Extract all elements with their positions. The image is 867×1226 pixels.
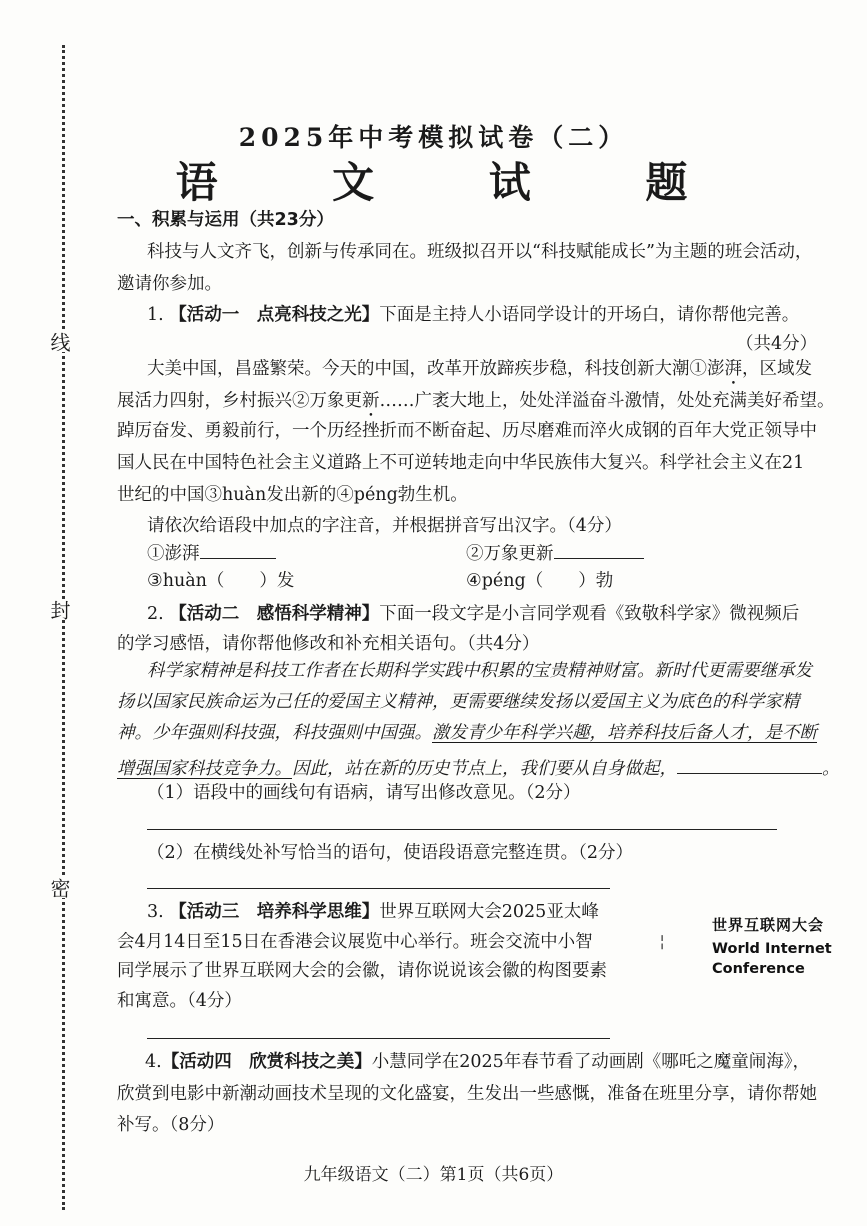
q1-tag: 【活动一 点亮科技之光】	[169, 305, 380, 325]
q1-answer-2-blank[interactable]	[554, 541, 644, 559]
q2-passage-line-4	[117, 756, 840, 779]
q1-answer-3[interactable]: ③huàn（ ）发	[147, 571, 295, 591]
q4-prompt: 小慧同学在2025年春节看了动画剧《哪吒之魔童闹海》，	[371, 1052, 810, 1072]
intro-line-2: 邀请你参加。	[117, 274, 222, 294]
q1-p1-b: ，区域发	[742, 359, 812, 379]
logo-en-line-2: Conference	[712, 961, 805, 977]
q2-subquestion-2: （2）在横线处补写恰当的语句，使语段语意完整连贯。（2分）	[147, 843, 634, 863]
q4-line-2: 欣赏到电影中新潮动画技术呈现的文化盛宴，生发出一些感慨，准备在班里分享，请你帮她	[117, 1084, 817, 1104]
q3-line-3: 同学展示了世界互联网大会的会徽，请你说说该会徽的构图要素	[117, 961, 607, 981]
q3-answer-line[interactable]	[147, 1038, 610, 1039]
q2-header	[147, 606, 799, 624]
binding-char-top: 线	[46, 332, 74, 352]
q2-prompt: 下面一段文字是小言同学观看《致敬科学家》微视频后	[379, 604, 800, 624]
q2-underlined-sentence-b: 增强国家科技竞争力。	[117, 759, 292, 779]
q2-passage-line-2: 扬以国家民族命运为己任的爱国主义精神，更需要继续发扬以爱国主义为底色的科学家精	[117, 692, 800, 712]
q2-subquestion-1: （1）语段中的画线句有语病，请写出修改意见。（2分）	[147, 783, 581, 803]
q2-passage-line-3	[117, 725, 817, 743]
q1-answer-4[interactable]: ④péng（ ）勃	[466, 571, 614, 591]
q2-number: 2.	[147, 604, 164, 624]
section-heading: 一、积累与运用（共23分）	[117, 210, 334, 230]
q4-number: 4.	[145, 1052, 162, 1072]
q2-answer-line-2[interactable]	[147, 888, 610, 889]
q2-answer-line-1[interactable]	[147, 829, 777, 830]
q3-number: 3.	[147, 902, 164, 922]
exam-title: 语 文 试 题	[175, 158, 738, 207]
exam-subtitle: 2025年中考模拟试卷（二）	[238, 123, 629, 152]
q1-p2-b: ……广袤大地上，处处洋溢奋斗激情，处处充满美好希望。	[379, 391, 835, 411]
logo-en-line-1: World Internet	[712, 941, 832, 957]
q3-tag: 【活动三 培养科学思维】	[169, 902, 380, 922]
logo-mark-icon: ╎	[658, 935, 667, 951]
q2-p4-b: 因此，站在新的历史节点上，我们要从自身做起，	[292, 759, 677, 779]
q2-passage-line-1: 科学家精神是科技工作者在长期科学实践中积累的宝贵精神财富。新时代更需要继承发	[147, 661, 812, 681]
q3-prompt: 世界互联网大会2025亚太峰	[379, 902, 599, 922]
q1-passage-line-4: 国人民在中国特色社会主义道路上不可逆转地走向中华民族伟大复兴。科学社会主义在21	[117, 453, 805, 473]
binding-char-bottom: 密	[46, 878, 74, 898]
q1-passage-line-1	[147, 359, 812, 389]
q4-header	[145, 1054, 810, 1072]
q1-answer-1-blank[interactable]	[200, 541, 276, 559]
q4-line-3: 补写。（8分）	[117, 1115, 225, 1135]
q2-tag: 【活动二 感悟科学精神】	[169, 604, 380, 624]
logo-cn-text: 世界互联网大会	[712, 916, 825, 934]
q2-prompt-line-2: 的学习感悟，请你帮他修改和补充相关语句。（共4分）	[117, 634, 540, 654]
q3-header	[147, 904, 599, 922]
q1-number: 1.	[147, 305, 164, 325]
q3-line-4: 和寓意。（4分）	[117, 991, 242, 1011]
q1-passage-line-5: 世纪的中国③huàn发出新的④péng勃生机。	[117, 485, 468, 505]
q1-answer-1-label: ①澎湃	[147, 544, 200, 564]
q1-answer-1	[147, 541, 276, 564]
q2-p4-end: 。	[822, 759, 840, 779]
q1-dotted-char-1: 湃	[724, 359, 742, 379]
q1-passage-line-2	[117, 391, 835, 421]
binding-char-middle: 封	[46, 600, 74, 620]
q1-instruction: 请依次给语段中加点的字注音，并根据拼音写出汉字。（4分）	[147, 516, 622, 536]
q2-fill-blank[interactable]	[677, 756, 822, 774]
q1-p2-a: 展活力四射，乡村振兴②万象更	[117, 391, 362, 411]
q1-answer-2	[466, 541, 644, 564]
intro-line-1: 科技与人文齐飞，创新与传承同在。班级拟召开以“科技赋能成长”为主题的班会活动，	[147, 242, 813, 262]
q1-header	[147, 307, 799, 325]
q1-p1-a: 大美中国，昌盛繁荣。今天的中国，改革开放蹄疾步稳，科技创新大潮①澎	[147, 359, 725, 379]
q1-answer-2-label: ②万象更新	[466, 544, 554, 564]
q2-p3-a: 神。少年强则科技强，科技强则中国强。	[117, 723, 432, 743]
q1-points: （共4分）	[736, 334, 818, 354]
q3-line-2: 会4月14日至15日在香港会议展览中心举行。班会交流中小智	[117, 932, 593, 952]
q1-passage-line-3: 踔厉奋发、勇毅前行，一个历经挫折而不断奋起、历尽磨难而淬火成钢的百年大党正领导中	[117, 421, 817, 441]
q1-prompt: 下面是主持人小语同学设计的开场白，请你帮他完善。	[379, 305, 800, 325]
binding-dotted-line	[62, 45, 65, 1210]
wic-logo	[712, 914, 832, 979]
page-footer: 九年级语文（二）第1页（共6页）	[303, 1165, 564, 1185]
q2-underlined-sentence-a: 激发青少年科学兴趣，培养科技后备人才，是不断	[432, 723, 817, 743]
q1-dotted-char-2: 新	[362, 391, 380, 411]
q4-tag: 【活动四 欣赏科技之美】	[161, 1052, 372, 1072]
